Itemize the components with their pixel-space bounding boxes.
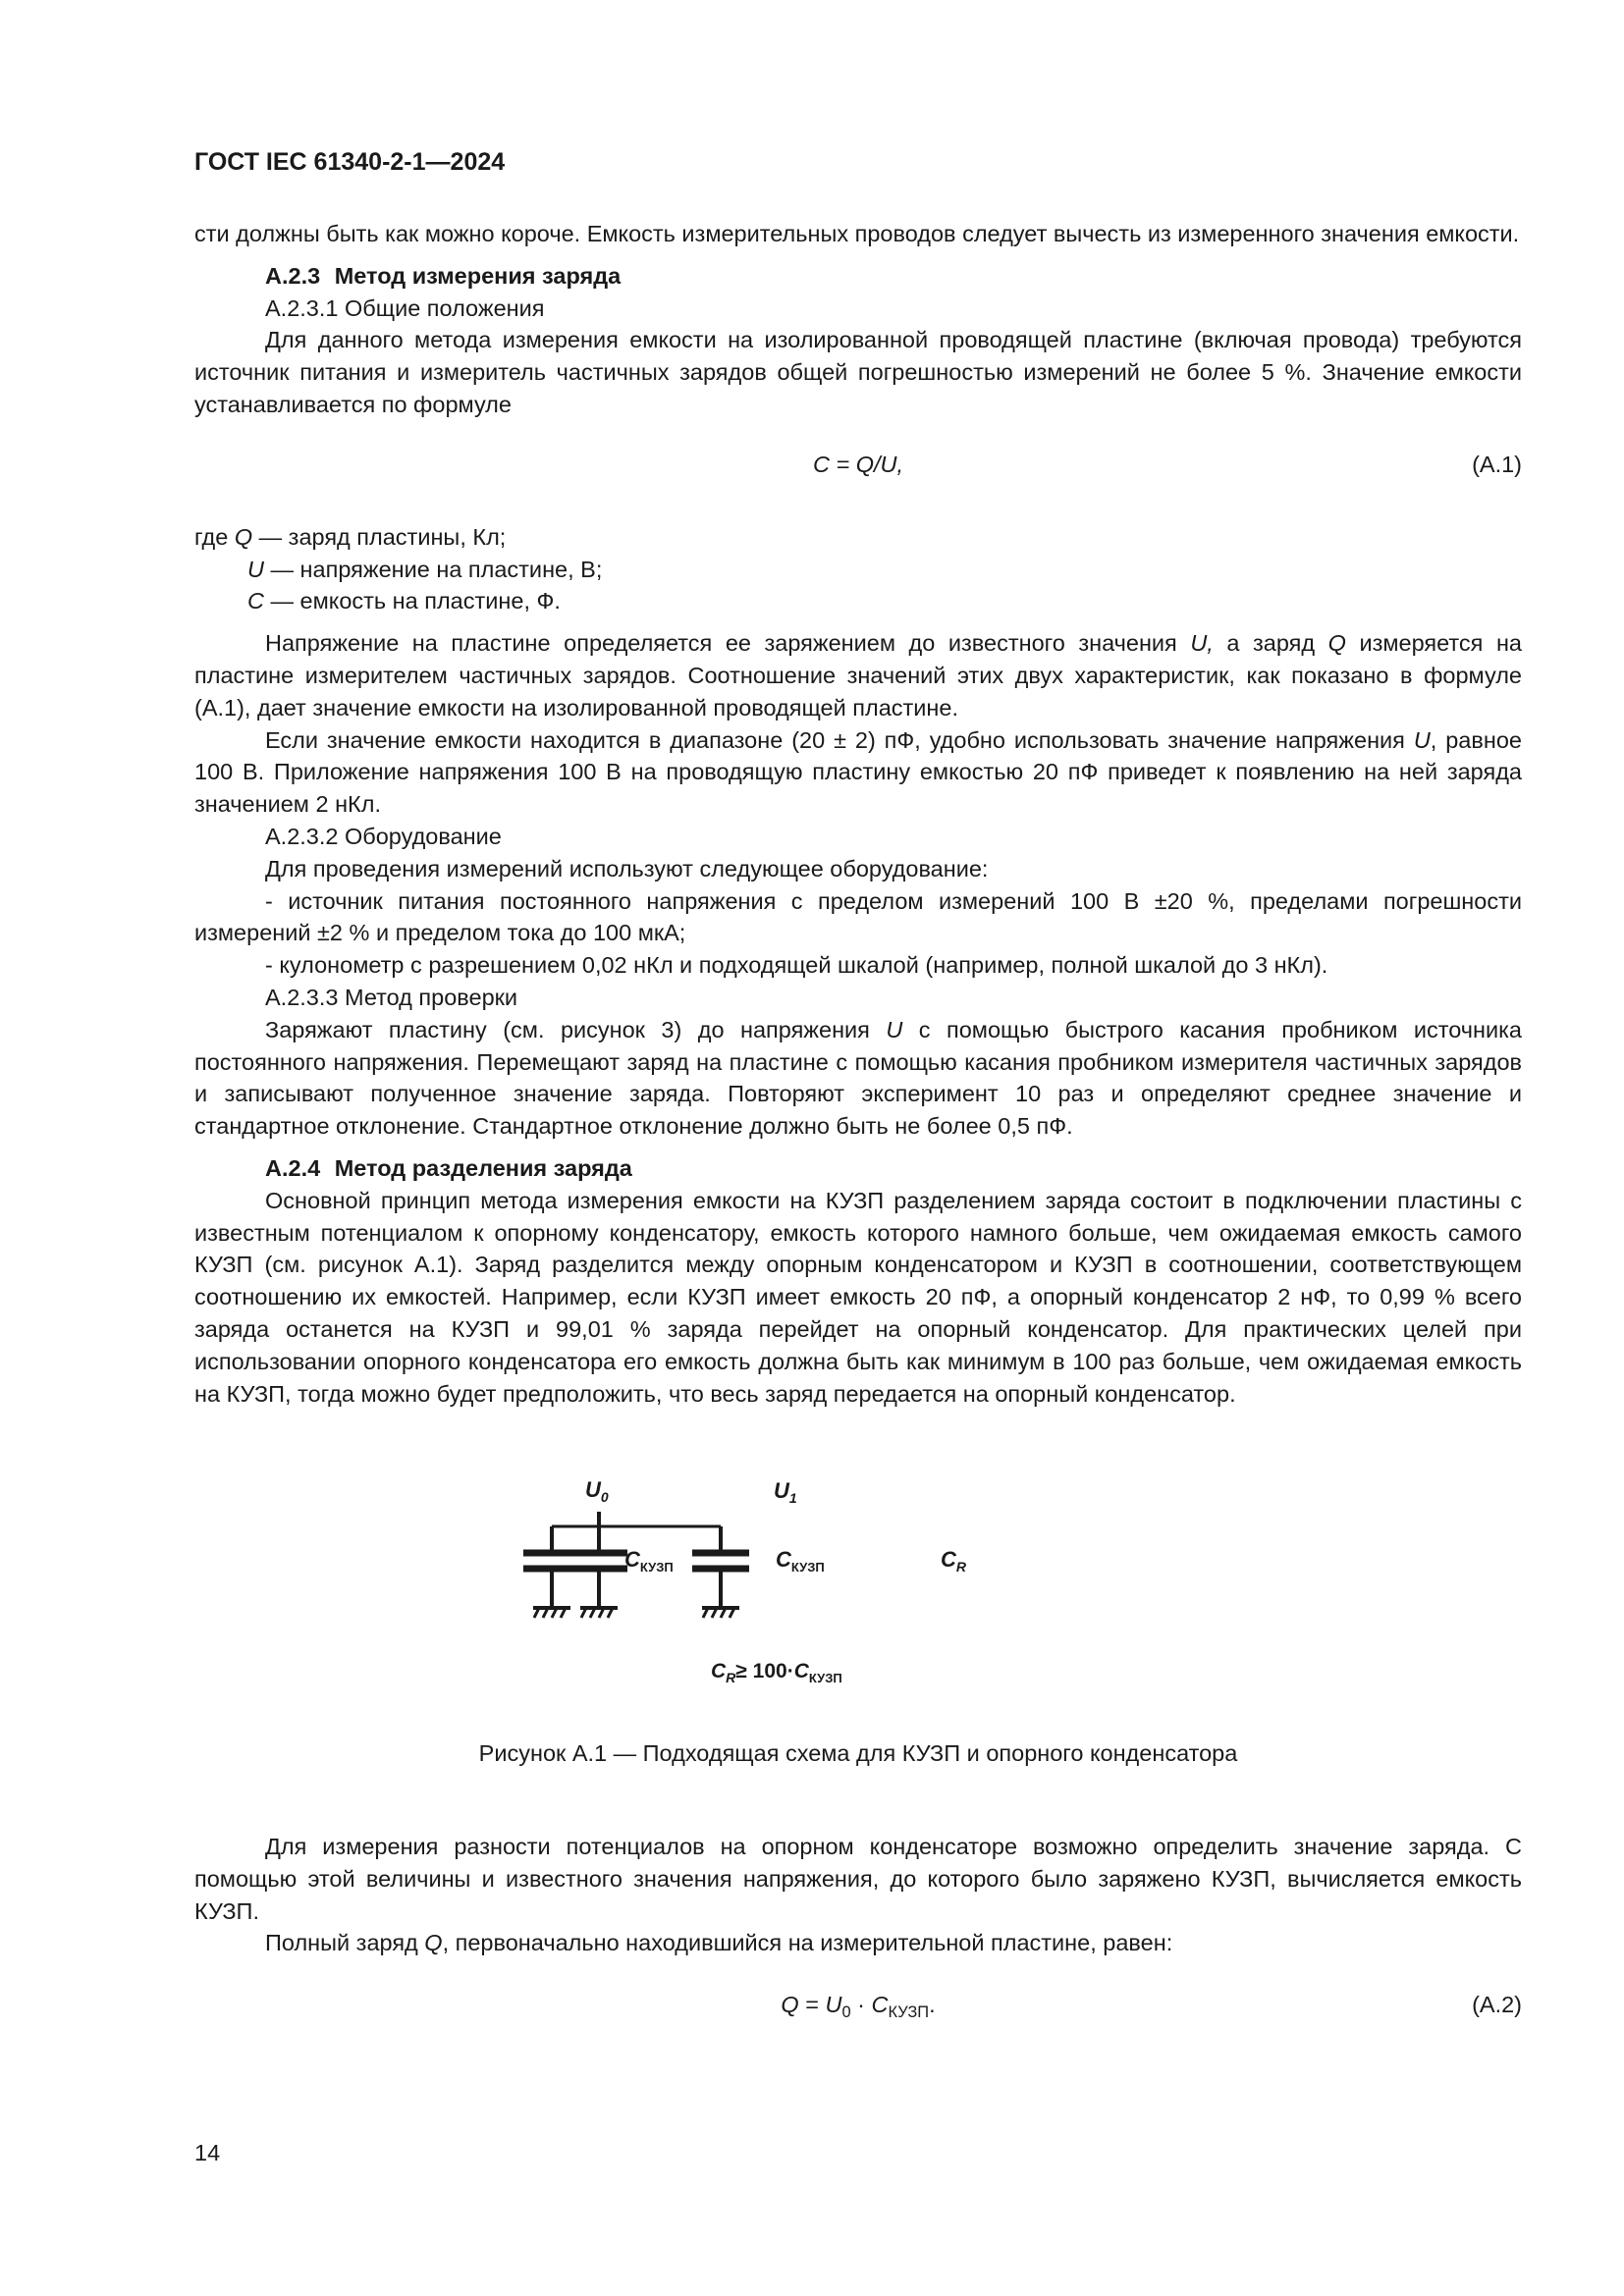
list-item-coulometer: - кулонометр с разрешением 0,02 нКл и подходящей шкалой (например, полной шкалой до 3 нКл). — [265, 952, 1328, 979]
where-text: — напряжение на пластине, В; — [263, 556, 603, 582]
where-item-q — [194, 521, 1522, 554]
paragraph-total-charge — [194, 1927, 1522, 1959]
where-item-u — [194, 554, 1522, 586]
paragraph-a231: Для данного метода измерения емкости на изолированной проводящей пластине (включая провода) требуются источник питания и измеритель частичных зарядов общей погрешностью измерений не более 5 %. Значение емкости устанавливается по формуле — [194, 327, 1522, 417]
section-number: А.2.4 — [265, 1154, 321, 1181]
where-item-c — [194, 585, 1522, 617]
formula-number: (А.1) — [1472, 451, 1522, 477]
formula-number: (А.2) — [1472, 1992, 1522, 2018]
text-run: Полный заряд — [265, 1930, 425, 1956]
formula-a1 — [194, 449, 1522, 480]
paragraph-check — [194, 1014, 1522, 1143]
figure-a1-circuit — [194, 1445, 1522, 1730]
where-text: — заряд пластины, Кл; — [252, 523, 507, 550]
where-symbol: C — [247, 588, 264, 614]
label-u1: $U_1$ — [774, 1478, 797, 1507]
where-text: — емкость на пластине, Ф. — [263, 588, 561, 614]
text-run: а заряд — [1213, 630, 1328, 657]
label-c-kuzp-2: $C_{КУЗП}$ — [776, 1547, 825, 1575]
text-run: Напряжение на пластине определяется ее заряжением до известного значения — [265, 630, 1191, 657]
section-heading-a23 — [194, 260, 1522, 293]
label-condition: $C_R\ge 100\cdot C_{КУЗП}$ — [711, 1660, 842, 1686]
page-number: 14 — [194, 2140, 221, 2165]
text-run: , равное 100 В. Приложение напряжения 100 В на проводящую пластину емкостью 20 пФ приведет к появлению на ней заряда значением 2 нКл. — [194, 726, 1522, 818]
formula-expression: C = Q/U, — [812, 451, 904, 477]
paragraph-after-figure: Для измерения разности потенциалов на опорном конденсаторе возможно определить значение заряда. С помощью этой величины и известного значения напряжения, до которого было заряжено КУЗП, вычисляется емкость КУЗП. — [194, 1834, 1522, 1924]
text-run: , первоначально находившийся на измерительной пластине, равен: — [442, 1930, 1173, 1956]
figure-caption: Рисунок А.1 — Подходящая схема для КУЗП и опорного конденсатора — [478, 1740, 1238, 1767]
document-page — [194, 147, 1522, 2020]
where-symbol: U — [247, 556, 264, 582]
circuit-diagram — [194, 1445, 1522, 1730]
formula-a2 — [194, 1989, 1522, 2020]
paragraph-range — [194, 724, 1522, 821]
symbol-q: Q — [1327, 630, 1346, 657]
text-run: с помощью быстрого касания пробником источника постоянного напряжения. Перемещают заряд на пластине с помощью касания пробником измерителя частичных зарядов и записывают полученное значение заряда. Повторяют эксперимент 10 раз и определяют среднее значение и стандартное отклонение. Стандартное отклонение должно быть не более 0,5 пФ. — [194, 1016, 1522, 1140]
capacitor-reference — [692, 1526, 749, 1618]
section-title: Метод измерения заряда — [334, 262, 622, 289]
paragraph-equipment: Для проведения измерений используют следующее оборудование: — [265, 855, 989, 881]
symbol-u: U — [1413, 726, 1431, 753]
paragraph-intro: сти должны быть как можно короче. Емкость измерительных проводов следует вычесть из измеренного значения емкости. — [194, 221, 1520, 246]
where-list — [194, 521, 1522, 617]
formula-expression: $Q = U_0 \cdot C_{КУЗП}$. — [781, 1992, 936, 2022]
text-run: измеряется на пластине измерителем частичных зарядов. Соотношение значений этих двух характеристик, как показано в формуле (А.1), дает значение емкости на изолированной проводящей пластине. — [194, 630, 1522, 721]
section-title: Метод разделения заряда — [334, 1154, 632, 1181]
subsection-heading-a233: А.2.3.3 Метод проверки — [265, 984, 518, 1010]
section-heading-a24 — [194, 1152, 1522, 1185]
text-run: Если значение емкости находится в диапазоне (20 ± 2) пФ, удобно использовать значение напряжения — [265, 726, 1414, 753]
subsection-heading-a232: А.2.3.2 Оборудование — [265, 823, 502, 849]
symbol-u: U, — [1190, 630, 1214, 657]
list-item-power-source: - источник питания постоянного напряжения с пределом измерений 100 В ±20 %, пределами погрешности измерений ±2 % и пределом тока до 100 мкА; — [194, 887, 1522, 946]
label-u0: $U_0$ — [585, 1477, 609, 1506]
paragraph-a24: Основной принцип метода измерения емкости на КУЗП разделением заряда состоит в подключении пластины с известным потенциалом к опорному конденсатору, емкость которого намного больше, чем ожидаемая емкость самого КУЗП (см. рисунок А.1). Заряд разделится между опорным конденсатором и КУЗП в соотношении, соответствующем соотношению их емкостей. Например, если КУЗП имеет емкость 20 пФ, а опорный конденсатор 2 нФ, то 0,99 % всего заряда останется на КУЗП и 99,01 % заряда перейдет на опорный конденсатор. Для практических целей при использовании опорного конденсатора его емкость должна быть как минимум в 100 раз больше, чем ожидаемая емкость на КУЗП, тогда можно будет предположить, что весь заряд передается на опорный конденсатор. — [194, 1187, 1522, 1407]
label-c-kuzp-1: $C_{КУЗП}$ — [624, 1547, 674, 1575]
where-symbol: Q — [234, 523, 253, 550]
where-intro: где — [194, 523, 229, 550]
document-header: ГОСТ IEC 61340-2-1—2024 — [194, 148, 506, 176]
paragraph-voltage — [194, 627, 1522, 723]
subsection-heading-a231: А.2.3.1 Общие положения — [265, 294, 545, 321]
section-number: А.2.3 — [265, 262, 321, 289]
label-cr: $C_R$ — [941, 1547, 967, 1575]
symbol-u: U — [886, 1016, 903, 1042]
symbol-q: Q — [424, 1930, 443, 1956]
text-run: Заряжают пластину (см. рисунок 3) до напряжения — [265, 1016, 887, 1042]
